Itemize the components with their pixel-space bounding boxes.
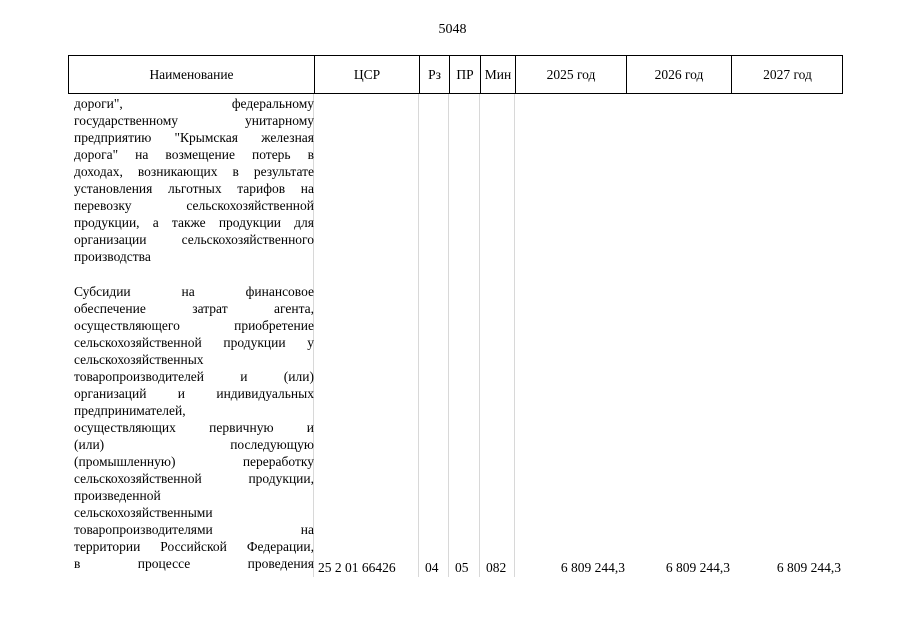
text-word: предпринимателей, <box>74 403 186 418</box>
column-divider <box>514 94 515 577</box>
text-word: индивидуальных <box>216 386 314 401</box>
text-word: процессе <box>137 556 191 571</box>
text-word: продукции, <box>248 471 314 486</box>
text-word: на <box>300 522 314 537</box>
text-line <box>74 385 314 402</box>
text-word: территории Российской Федерации, <box>74 539 314 554</box>
header-2027: 2027 год <box>763 66 812 82</box>
column-divider <box>448 94 449 577</box>
cell-rz: 04 <box>425 560 439 575</box>
text-line <box>74 419 314 436</box>
text-word: (промышленную) <box>74 454 176 469</box>
header-rz: Рз <box>428 66 441 82</box>
text-word: сельскохозяйственной продукции у <box>74 335 314 350</box>
text-word: и <box>240 369 248 384</box>
text-line <box>74 436 314 453</box>
text-word: на <box>181 284 195 299</box>
text-word: унитарному <box>244 113 314 128</box>
page-number: 5048 <box>438 22 467 37</box>
text-line <box>74 95 314 112</box>
column-divider <box>418 94 419 577</box>
text-word: перевозку <box>74 198 132 213</box>
text-word: продукции, а также продукции для <box>74 215 314 230</box>
header-min: Мин <box>484 66 512 82</box>
text-word: обеспечение <box>74 301 146 316</box>
text-line <box>74 402 314 419</box>
text-line <box>74 231 314 248</box>
text-line <box>74 334 314 351</box>
text-word: сельскохозяйственной <box>74 471 202 486</box>
text-word: и <box>177 386 186 401</box>
text-word: федеральному <box>231 96 314 111</box>
text-line <box>74 214 314 231</box>
header-pr: ПР <box>456 66 474 82</box>
text-word: осуществляющего <box>74 318 180 333</box>
text-line <box>74 300 314 317</box>
text-word: переработку <box>242 454 314 469</box>
text-line <box>74 112 314 129</box>
cell-pr: 05 <box>455 560 469 575</box>
text-word: сельскохозяйственными <box>74 505 213 520</box>
text-line <box>74 317 314 334</box>
cell-2026: 6 809 244,3 <box>665 560 730 575</box>
text-word: затрат <box>192 301 228 316</box>
text-line <box>74 146 314 163</box>
text-line <box>74 487 314 504</box>
text-line <box>74 368 314 385</box>
text-word: дороги", <box>74 96 123 111</box>
cell-csr: 25 2 01 66426 <box>318 560 396 575</box>
text-word: организации сельскохозяйственного <box>74 232 314 247</box>
text-line <box>74 197 314 214</box>
text-line <box>74 180 314 197</box>
text-line <box>74 129 314 146</box>
text-word: установления льготных тарифов на <box>74 181 314 196</box>
header-name: Наименование <box>149 66 234 82</box>
text-word: предприятию "Крымская железная <box>74 130 314 145</box>
text-line <box>74 283 314 300</box>
text-line <box>74 248 314 265</box>
text-word: финансовое <box>245 284 314 299</box>
text-word: сельскохозяйственных <box>74 352 204 367</box>
row-name-continuation <box>74 95 314 265</box>
text-line <box>74 538 314 555</box>
cell-2025: 6 809 244,3 <box>560 560 625 575</box>
text-word: агента, <box>274 301 314 316</box>
text-word: произведенной <box>74 488 161 503</box>
text-word: сельскохозяйственной <box>186 198 314 213</box>
text-word: государственному <box>74 113 179 128</box>
text-word: организаций <box>74 386 147 401</box>
text-word: товаропроизводителей <box>74 369 205 384</box>
text-line <box>74 521 314 538</box>
text-line <box>74 504 314 521</box>
text-word: осуществляющих <box>74 420 176 435</box>
text-word: производства <box>74 249 151 264</box>
cell-2027: 6 809 244,3 <box>776 560 841 575</box>
row-name-subsidy <box>74 283 314 572</box>
text-line <box>74 555 314 572</box>
text-word: (или) <box>283 369 314 384</box>
text-word: проведения <box>247 556 314 571</box>
text-line <box>74 351 314 368</box>
text-word: товаропроизводителями <box>74 522 213 537</box>
text-word: дорога" на возмещение потерь в <box>74 147 314 162</box>
column-divider <box>479 94 480 577</box>
table-header <box>68 55 843 94</box>
header-csr: ЦСР <box>353 66 381 82</box>
text-word: и <box>306 420 314 435</box>
text-word: первичную <box>209 420 274 435</box>
text-line <box>74 470 314 487</box>
header-2026: 2026 год <box>654 66 704 82</box>
text-line <box>74 453 314 470</box>
text-word: приобретение <box>234 318 314 333</box>
header-2025: 2025 год <box>546 66 596 82</box>
cell-min: 082 <box>486 560 507 575</box>
text-word: (или) <box>74 437 105 452</box>
text-word: доходах, возникающих в результате <box>74 164 314 179</box>
text-line <box>74 163 314 180</box>
text-word: Субсидии <box>74 284 131 299</box>
text-word: последующую <box>230 437 314 452</box>
text-word: в <box>74 556 81 571</box>
